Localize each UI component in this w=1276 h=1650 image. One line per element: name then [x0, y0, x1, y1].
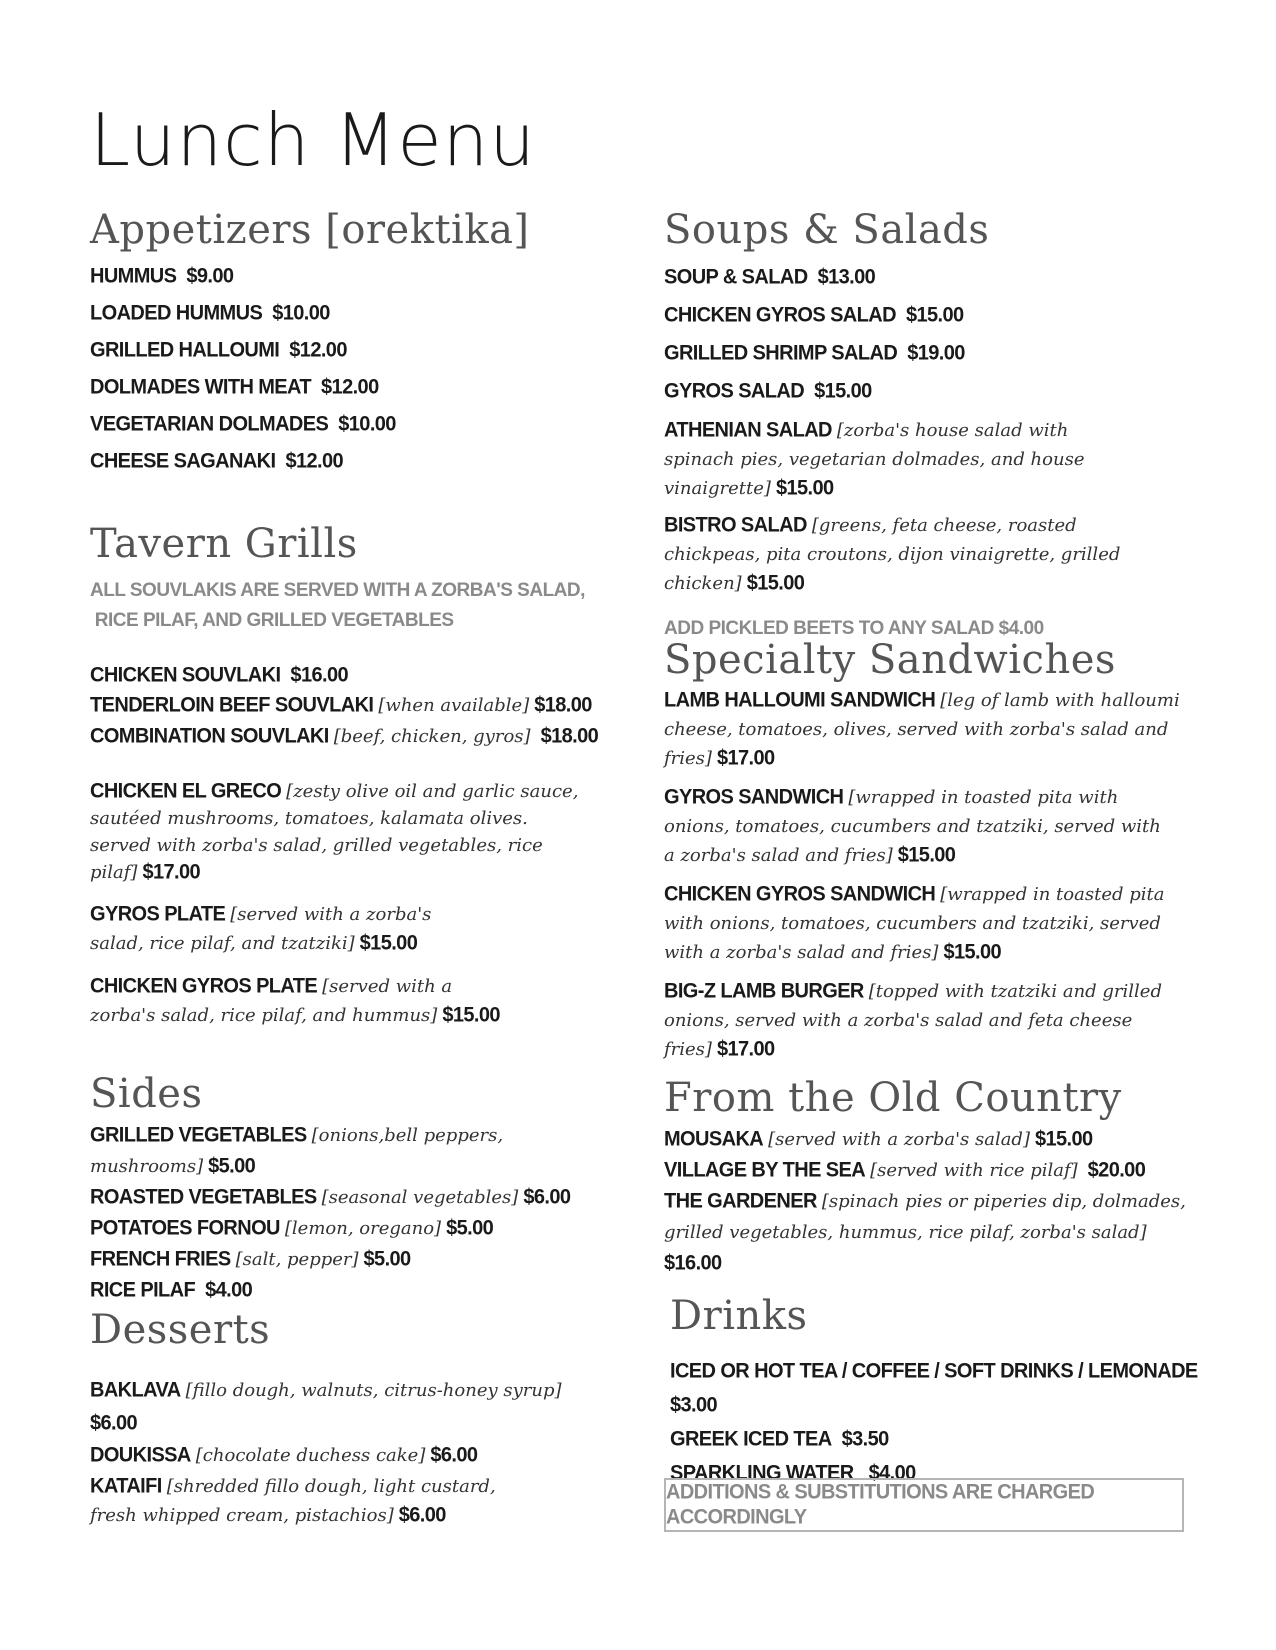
- item-name: CHICKEN SOUVLAKI: [90, 663, 281, 687]
- menu-item: [90, 1120, 610, 1182]
- menu-item: [670, 1422, 1230, 1456]
- item-name: HUMMUS: [90, 264, 177, 288]
- item-price: $6.00: [398, 1503, 446, 1527]
- menu-item: [90, 660, 610, 690]
- item-price: $17.00: [142, 860, 201, 884]
- substitutions-notice-box: [664, 1478, 1184, 1532]
- old-country-section: [664, 1072, 1224, 1278]
- soups-salads-section: [664, 204, 1224, 644]
- menu-item: [90, 778, 590, 886]
- item-name: CHICKEN GYROS SALAD: [664, 303, 896, 327]
- item-name: DOUKISSA: [90, 1443, 191, 1467]
- item-price: $15.00: [746, 571, 805, 595]
- section-title: Sides: [90, 1071, 203, 1117]
- section-title: Desserts: [90, 1307, 271, 1353]
- item-price: $15.00: [943, 940, 1002, 964]
- item-price: $16.00: [290, 663, 348, 687]
- item-price: $4.00: [868, 1461, 916, 1485]
- item-name: BIG-Z LAMB BURGER: [664, 979, 864, 1003]
- section-title: Tavern Grills: [90, 521, 358, 567]
- item-name: THE GARDENER: [664, 1189, 817, 1213]
- menu-item: [664, 783, 1174, 870]
- item-price: $15.00: [1034, 1127, 1093, 1151]
- item-price: $13.00: [817, 265, 876, 289]
- item-price: $4.00: [205, 1278, 253, 1302]
- right-column: [664, 0, 1224, 1650]
- menu-item: [664, 416, 1144, 503]
- item-price: $10.00: [272, 301, 330, 325]
- desserts-section: [90, 1304, 610, 1530]
- item-description: [served with a zorba's salad, rice pilaf, and tzatziki]: [90, 904, 432, 954]
- item-name: DOLMADES WITH MEAT: [90, 375, 312, 399]
- item-name: CHICKEN GYROS PLATE: [90, 974, 318, 998]
- item-name: VEGETARIAN DOLMADES: [90, 412, 329, 436]
- item-price: $6.00: [430, 1443, 478, 1467]
- menu-item: [664, 334, 1224, 372]
- section-title: Appetizers [orektika]: [90, 207, 530, 253]
- note-line: ALL SOUVLAKIS ARE SERVED WITH A ZORBA'S SALAD,: [90, 580, 585, 601]
- item-name: GYROS SALAD: [664, 379, 805, 403]
- menu-item: [664, 880, 1174, 967]
- item-description: [fillo dough, walnuts, citrus-honey syrup]: [185, 1380, 562, 1401]
- item-description: [wrapped in toasted pita with onions, tomatoes, cucumbers and tzatziki, served with a zorba's salad and fries]: [664, 787, 1161, 866]
- item-price: $3.50: [841, 1427, 889, 1451]
- menu-item: [664, 511, 1144, 598]
- menu-item: [664, 296, 1224, 334]
- menu-item: [664, 1186, 1204, 1278]
- item-description: [beef, chicken, gyros]: [333, 726, 531, 747]
- item-price: $5.00: [446, 1216, 494, 1240]
- menu-item: [90, 1472, 510, 1530]
- item-price: $18.00: [540, 724, 599, 748]
- menu-item: [90, 1182, 610, 1213]
- item-name: GREEK ICED TEA: [670, 1427, 832, 1451]
- menu-item: [664, 258, 1224, 296]
- item-price: $15.00: [897, 843, 956, 867]
- menu-item: [664, 1155, 1224, 1186]
- item-name: VILLAGE BY THE SEA: [664, 1158, 866, 1182]
- item-price: $12.00: [289, 338, 347, 362]
- item-price: $20.00: [1087, 1158, 1146, 1182]
- item-price: $15.00: [359, 931, 418, 955]
- item-name: TENDERLOIN BEEF SOUVLAKI: [90, 693, 374, 717]
- section-note: ADD PICKLED BEETS TO ANY SALAD $4.00: [664, 618, 1044, 639]
- drinks-section: [670, 1290, 1230, 1490]
- item-price: $15.00: [905, 303, 964, 327]
- item-price: $12.00: [285, 449, 344, 473]
- item-name: CHICKEN GYROS SANDWICH: [664, 882, 936, 906]
- item-price: $15.00: [775, 476, 834, 500]
- item-name: MOUSAKA: [664, 1127, 764, 1151]
- item-name: GRILLED VEGETABLES: [90, 1123, 307, 1147]
- note-line: RICE PILAF, AND GRILLED VEGETABLES: [94, 610, 454, 631]
- item-name: GRILLED SHRIMP SALAD: [664, 341, 898, 365]
- menu-item: [664, 1124, 1224, 1155]
- item-name: SOUP & SALAD: [664, 265, 808, 289]
- item-name: RICE PILAF: [90, 1278, 196, 1302]
- section-title: Soups & Salads: [664, 207, 990, 253]
- item-price: $3.00: [670, 1393, 718, 1417]
- left-column: [90, 0, 610, 1650]
- item-price: $16.00: [664, 1251, 722, 1275]
- item-description: [salt, pepper]: [235, 1249, 359, 1270]
- item-price: $6.00: [523, 1185, 571, 1209]
- section-title: From the Old Country: [664, 1075, 1122, 1121]
- item-name: COMBINATION SOUVLAKI: [90, 724, 329, 748]
- section-title: Specialty Sandwiches: [664, 637, 1116, 683]
- item-price: $6.00: [90, 1411, 138, 1435]
- item-name: GYROS SANDWICH: [664, 785, 844, 809]
- item-description: [served with a zorba's salad, rice pilaf, and hummus]: [90, 976, 453, 1026]
- item-name: POTATOES FORNOU: [90, 1216, 280, 1240]
- item-name: ICED OR HOT TEA / COFFEE / SOFT DRINKS / LEMONADE: [670, 1359, 1198, 1383]
- item-price: $15.00: [814, 379, 872, 403]
- menu-item: [90, 721, 610, 752]
- item-description: [onions,bell peppers, mushrooms]: [90, 1125, 504, 1177]
- menu-item: [90, 1374, 610, 1439]
- item-price: $19.00: [907, 341, 965, 365]
- menu-item: [664, 977, 1184, 1064]
- menu-item: [90, 295, 610, 332]
- appetizers-section: [90, 204, 610, 480]
- item-name: LOADED HUMMUS: [90, 301, 263, 325]
- item-price: $5.00: [208, 1154, 256, 1178]
- item-price: $18.00: [534, 693, 592, 717]
- item-description: [leg of lamb with halloumi cheese, tomatoes, olives, served with zorba's salad and fries]: [664, 690, 1180, 769]
- section-note: [90, 576, 610, 636]
- menu-item: [664, 686, 1204, 773]
- item-name: FRENCH FRIES: [90, 1247, 231, 1271]
- sides-section: [90, 1068, 610, 1305]
- item-price: $15.00: [442, 1003, 500, 1027]
- menu-item: [670, 1354, 1230, 1422]
- item-description: [chocolate duchess cake]: [195, 1445, 426, 1466]
- item-name: ROASTED VEGETABLES: [90, 1185, 317, 1209]
- item-name: BAKLAVA: [90, 1378, 181, 1402]
- item-name: KATAIFI: [90, 1474, 162, 1498]
- menu-item: [90, 690, 610, 721]
- item-price: $5.00: [363, 1247, 411, 1271]
- item-description: [wrapped in toasted pita with onions, tomatoes, cucumbers and tzatziki, served with a zorba's salad and fries]: [664, 884, 1165, 963]
- item-description: [greens, feta cheese, roasted chickpeas, pita croutons, dijon vinaigrette, grilled chicken]: [664, 515, 1121, 594]
- sandwiches-section: [664, 634, 1224, 1064]
- menu-item: [90, 1213, 610, 1244]
- item-price: $17.00: [716, 1037, 775, 1061]
- menu-item: [90, 332, 610, 369]
- item-description: [topped with tzatziki and grilled onions, served with a zorba's salad and feta cheese fries]: [664, 981, 1162, 1060]
- item-name: GYROS PLATE: [90, 902, 226, 926]
- menu-item: [90, 972, 520, 1030]
- menu-item: [90, 1244, 610, 1275]
- menu-item: [90, 1275, 610, 1305]
- item-name: SPARKLING WATER: [670, 1461, 854, 1485]
- item-name: ATHENIAN SALAD: [664, 418, 832, 442]
- item-price: $10.00: [338, 412, 396, 436]
- menu-item: [664, 372, 1224, 410]
- menu-item: [90, 369, 610, 406]
- item-name: CHEESE SAGANAKI: [90, 449, 276, 473]
- item-description: [served with rice pilaf]: [870, 1160, 1078, 1181]
- item-name: GRILLED HALLOUMI: [90, 338, 280, 362]
- item-description: [zesty olive oil and garlic sauce, sautéed mushrooms, tomatoes, kalamata olives. served with zorba's salad, grilled vegetables, rice pilaf]: [90, 781, 579, 883]
- item-price: $12.00: [321, 375, 379, 399]
- substitutions-notice: ADDITIONS & SUBSTITUTIONS ARE CHARGED ACCORDINGLY: [666, 1480, 1095, 1529]
- item-description: [shredded fillo dough, light custard, fresh whipped cream, pistachios]: [90, 1476, 496, 1526]
- item-name: BISTRO SALAD: [664, 513, 807, 537]
- menu-item: [90, 443, 610, 480]
- item-price: $17.00: [716, 746, 775, 770]
- item-description: [served with a zorba's salad]: [768, 1129, 1030, 1150]
- menu-item: [90, 900, 460, 958]
- item-description: [spinach pies or piperies dip, dolmades, grilled vegetables, hummus, rice pilaf, zorba's salad]: [664, 1191, 1186, 1243]
- tavern-grills-section: [90, 518, 610, 1030]
- item-description: [when available]: [378, 695, 530, 716]
- item-price: $9.00: [186, 264, 234, 288]
- item-description: [lemon, oregano]: [284, 1218, 442, 1239]
- menu-item: [90, 258, 610, 295]
- page-title: Lunch Menu: [90, 98, 536, 182]
- menu-item: [90, 1439, 610, 1472]
- item-description: [seasonal vegetables]: [321, 1187, 519, 1208]
- item-name: CHICKEN EL GRECO: [90, 779, 282, 803]
- section-title: Drinks: [670, 1293, 808, 1339]
- item-name: LAMB HALLOUMI SANDWICH: [664, 688, 936, 712]
- menu-item: [90, 406, 610, 443]
- item-description: [zorba's house salad with spinach pies, vegetarian dolmades, and house vinaigrette]: [664, 420, 1085, 499]
